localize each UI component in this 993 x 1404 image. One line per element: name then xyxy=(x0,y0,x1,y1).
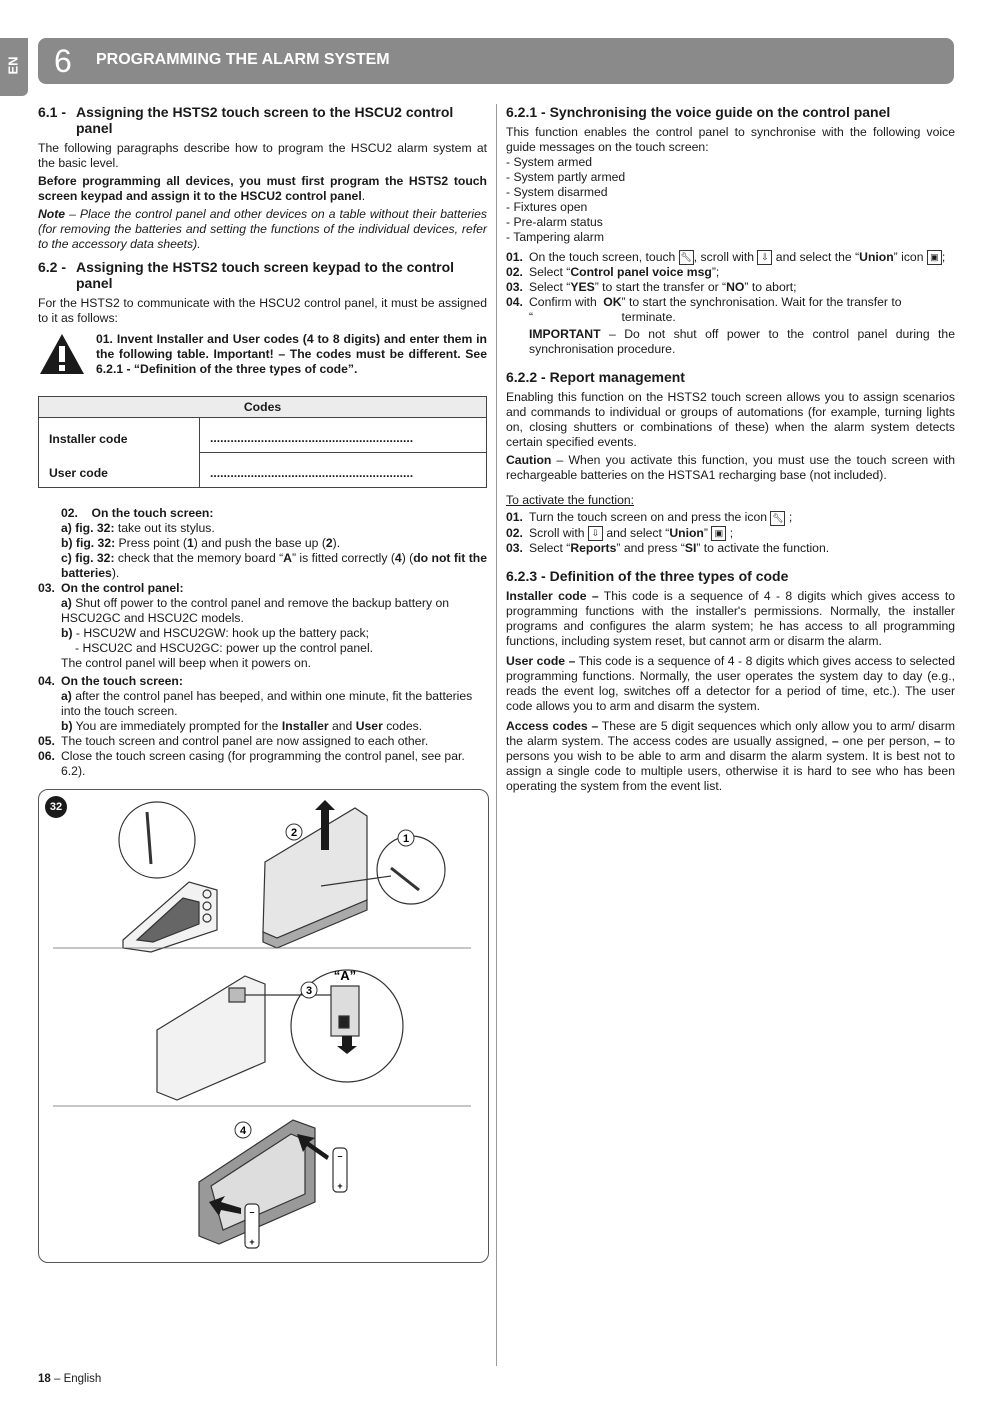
section-6-1-heading: 6.1 - Assigning the HSTS2 touch screen to the HSCU2 control panel xyxy=(38,104,454,136)
column-divider xyxy=(496,104,497,1366)
step-03b-2: - HSCU2C and HSCU2GC: power up the control panel. xyxy=(75,641,374,655)
chapter-number: 6 xyxy=(54,43,72,79)
section-6-2-2-heading: 6.2.2 - Report management xyxy=(506,369,685,386)
user-code-field[interactable]: ............................................................ xyxy=(210,466,414,480)
s622-step-01: 01. Turn the touch screen on and press the icon 🔧︎ ; xyxy=(506,510,793,525)
battery-1-plus: + xyxy=(337,1181,343,1191)
footer-language: – English xyxy=(50,1373,102,1385)
list-item: - Fixtures open xyxy=(506,200,588,214)
board-down-arrow xyxy=(337,1036,357,1054)
codes-table xyxy=(38,396,487,488)
s621-step-01: 01. On the touch screen, touch 🔧︎ , scroll with ⇩ and select the “Union” icon ▣ ; xyxy=(506,250,946,264)
list-item: - Tampering alarm xyxy=(506,230,604,244)
figure-illustration xyxy=(39,790,488,1262)
right-column xyxy=(506,104,955,797)
voice-message-list xyxy=(506,155,955,245)
wrench-icon: 🔧︎ xyxy=(679,250,694,265)
s621-step-04: 04. Confirm with “ OK ” to start the synchronisation. Wait for the transfer to terminate. xyxy=(506,295,902,325)
section-6-2-heading: 6.2 - Assigning the HSTS2 touch screen keypad to the control panel xyxy=(38,259,455,291)
s622-paragraph: Enabling this function on the HSTS2 touch screen allows you to assign scenarios and commands to individual or groups of automations (for example, turning lights on, closing shutters or combinations of these) when the alarm system detects certain specified events. xyxy=(506,390,955,450)
step-02a: a) fig. 32: take out its stylus. xyxy=(61,521,215,535)
s621-step-02: 02. Select “Control panel voice msg”; xyxy=(506,265,720,280)
language-label: EN xyxy=(5,56,21,75)
battery-2-minus: – xyxy=(249,1207,255,1217)
s621-important: IMPORTANT – Do not shut off power to the control panel during the synchronisation procedure. xyxy=(529,327,955,357)
stylus-zoom-circle xyxy=(119,802,195,878)
union-icon: ▣ xyxy=(711,526,726,541)
s621-step-03: 03. Select “YES” to start the transfer or “NO” to abort; xyxy=(506,280,797,295)
step-05: 05. The touch screen and control panel are now assigned to each other. xyxy=(38,734,429,748)
scroll-arrow-icon: ⇩ xyxy=(588,526,603,541)
step-03b: b) - HSCU2W and HSCU2GW: hook up the battery pack; xyxy=(61,626,369,640)
union-icon: ▣ xyxy=(927,250,942,265)
step-04b: b) You are immediately prompted for the Installer and User codes. xyxy=(61,719,423,733)
s622-caution: Caution – When you activate this function, you must use the touch screen with rechargeable batteries on the HSTSA1 recharging base (not included). xyxy=(506,453,955,483)
s61-bold-paragraph: Before programming all devices, you must first program the HSTS2 touch screen keypad and assign it to the HSCU2 control panel. xyxy=(38,174,487,203)
installer-code-definition: Installer code – This code is a sequence of 4 - 8 digits which gives access to programming functions with the installer's permissions. Normally, the installer programs and configures the alarm system; he has access to all programming functions, including system reset, but cannot arm or disarm the alarm. xyxy=(506,588,955,648)
step-02b: b) fig. 32: Press point (1) and push the base up (2). xyxy=(61,536,341,550)
battery-2-plus: + xyxy=(249,1237,255,1247)
installer-code-label: Installer code xyxy=(39,418,200,453)
wrench-icon: 🔧︎ xyxy=(770,511,785,526)
section-6-2-1-heading: 6.2.1 - Synchronising the voice guide on the control panel xyxy=(506,104,891,120)
step-02c: c) fig. 32: check that the memory board “A” is fitted correctly (4) (do not fit the batteries). xyxy=(61,551,487,580)
callout-1-label: 1 xyxy=(402,833,410,845)
section-6-2-3-heading: 6.2.3 - Definition of the three types of code xyxy=(506,567,789,584)
s62-paragraph: For the HSTS2 to communicate with the HSCU2 control panel, it must be assigned to it as follows: xyxy=(38,296,487,325)
callout-4-label: 4 xyxy=(239,1125,247,1137)
user-code-label: User code xyxy=(39,453,200,488)
release-zoom-circle xyxy=(377,836,445,904)
callout-3-label: 3 xyxy=(305,985,313,997)
touch-screen-back xyxy=(263,808,367,938)
s622-activate-label: To activate the function: xyxy=(506,493,635,508)
step-02: 02. On the touch screen: xyxy=(61,506,214,520)
left-column xyxy=(38,104,487,779)
chapter-header xyxy=(38,38,954,84)
user-code-definition: User code – This code is a sequence of 4 - 8 digits which gives access to selected programming functions. Normally, the user operates the system day to day (e.g., reads the event log, switches off a detector for a period of time, etc.). The user code allows you to arm and disarm the system. xyxy=(506,653,955,713)
list-item: - System disarmed xyxy=(506,185,608,199)
figure-32 xyxy=(38,789,489,1263)
assignment-steps xyxy=(38,506,487,779)
table-row xyxy=(39,453,487,488)
page-number: 18 xyxy=(38,1373,51,1385)
table-row xyxy=(39,418,487,453)
step-06: 06. Close the touch screen casing (for programming the control panel, see par. 6.2). xyxy=(38,749,465,778)
codes-table-header: Codes xyxy=(39,397,487,418)
language-tab xyxy=(0,38,28,96)
list-item: - System armed xyxy=(506,155,593,169)
warning-text: 01. Invent Installer and User codes (4 to 8 digits) and enter them in the following table. Important! – The codes must be different. See 6.2.1 - “Definition of the three types of code”. xyxy=(96,332,487,376)
s61-paragraph: The following paragraphs describe how to program the HSCU2 alarm system at the basic level. xyxy=(38,141,487,170)
step-04: 04. On the touch screen: xyxy=(38,674,183,688)
step-04a: a) after the control panel has beeped, and within one minute, fit the batteries into the touch screen. xyxy=(61,689,473,718)
list-item: - System partly armed xyxy=(506,170,626,184)
callout-2-label: 2 xyxy=(290,827,298,839)
battery-1-minus: – xyxy=(337,1151,343,1161)
chapter-title: PROGRAMMING THE ALARM SYSTEM xyxy=(96,51,390,68)
access-codes-definition: Access codes – These are 5 digit sequences which only allow you to arm/ disarm the alarm system. The access codes are usually assigned, – one per person, – to persons you wish to be able to arm and disarm the alarm system. It is best not to assign a single code to multiple users, otherwise it is hard to see who has been operating the system from the event list. xyxy=(506,718,955,793)
s622-step-03: 03. Select “Reports” and press “SI” to activate the function. xyxy=(506,540,830,555)
step-03: 03. On the control panel: xyxy=(38,581,184,595)
page-footer xyxy=(38,1372,101,1387)
figure-number: 32 xyxy=(45,796,67,818)
s621-paragraph: This function enables the control panel to synchronise with the following voice guide messages on the touch screen: xyxy=(506,125,955,154)
installer-code-field[interactable]: ............................................................ xyxy=(200,418,487,453)
list-item: - Pre-alarm status xyxy=(506,215,603,229)
step-03a: a) Shut off power to the control panel and remove the backup battery on HSCU2GC and HSCU2C models. xyxy=(61,596,449,625)
warning-icon xyxy=(38,332,96,380)
warning-box xyxy=(38,332,487,380)
scroll-arrow-icon: ⇩ xyxy=(757,250,772,265)
s61-note: Note – Place the control panel and other devices on a table without their batteries (for removing the batteries and setting the functions of the individual devices, refer to the accessory data sheets). xyxy=(38,207,487,251)
s622-step-02: 02. Scroll with ⇩ and select “Union” ▣ ; xyxy=(506,525,734,540)
step-03-end: The control panel will beep when it powers on. xyxy=(61,656,311,670)
memory-board-label: “A” xyxy=(333,968,357,983)
